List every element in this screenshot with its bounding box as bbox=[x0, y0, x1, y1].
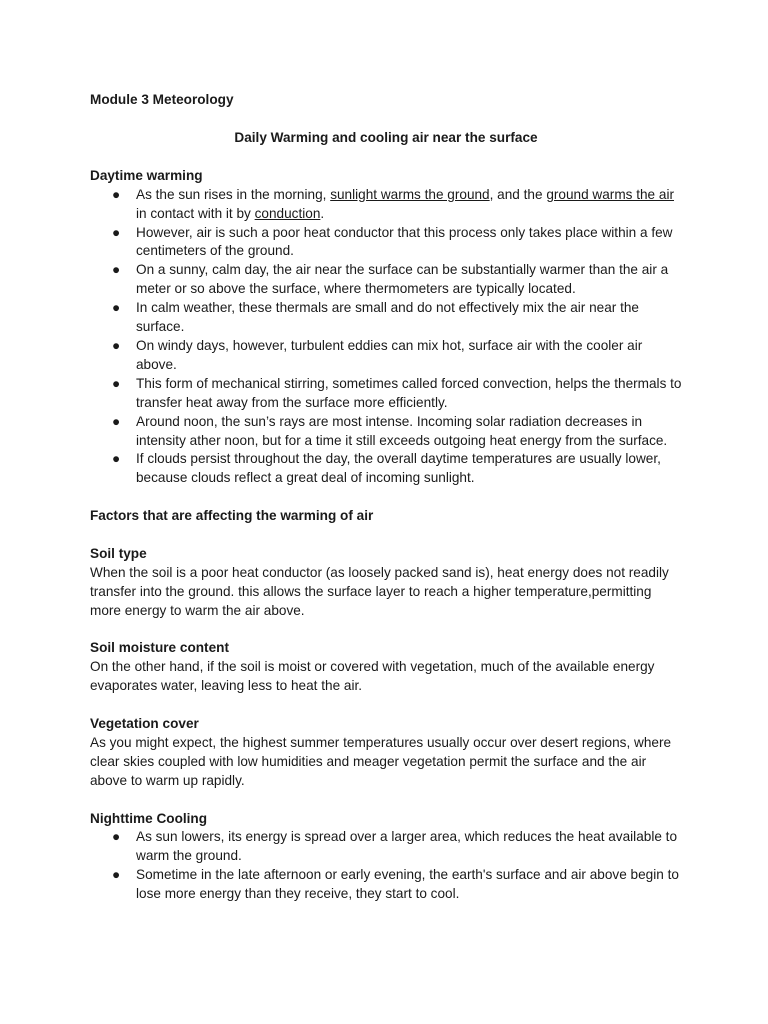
list-item-text: This form of mechanical stirring, sometimes called forced convection, helps the thermals to transfer heat away from the surface more efficiently. bbox=[136, 375, 682, 410]
spacer bbox=[90, 696, 682, 715]
bullet-icon: ● bbox=[112, 867, 121, 883]
list-item-text: On windy days, however, turbulent eddies can mix hot, surface air with the cooler air above. bbox=[136, 337, 643, 372]
daytime-warming-list bbox=[90, 186, 682, 489]
list-item bbox=[90, 186, 682, 224]
bullet-icon: ● bbox=[112, 262, 121, 278]
bullet-icon: ● bbox=[112, 413, 121, 429]
soil-moisture-paragraph: On the other hand, if the soil is moist or covered with vegetation, much of the available energy evaporates water, leaving less to heat the air. bbox=[90, 659, 655, 694]
list-item-text: Around noon, the sun’s rays are most intense. Incoming solar radiation decreases in intensity ather noon, but for a time it still exceeds outgoing heat energy from the surface. bbox=[136, 413, 668, 448]
underlined-phrase: ground warms the air bbox=[546, 186, 674, 202]
list-item-text: As the sun rises in the morning, sunlight warms the ground, and the ground warms the air in contact with it by conduction. bbox=[136, 186, 674, 221]
bullet-icon: ● bbox=[112, 300, 121, 316]
soil-type-paragraph: When the soil is a poor heat conductor (as loosely packed sand is), heat energy does not readily transfer into the ground. this allows the surface layer to reach a higher temperature,permitting more energy to warm the air above. bbox=[90, 564, 669, 618]
list-item bbox=[90, 261, 682, 299]
underlined-phrase: sunlight warms the ground bbox=[330, 186, 490, 202]
list-item-text: Sometime in the late afternoon or early evening, the earth's surface and air above begin to lose more energy than they receive, they start to cool. bbox=[136, 867, 679, 902]
list-item bbox=[90, 375, 682, 413]
spacer bbox=[90, 621, 682, 640]
spacer bbox=[90, 791, 682, 810]
document-page bbox=[90, 91, 682, 904]
bullet-icon: ● bbox=[112, 375, 121, 391]
bullet-icon: ● bbox=[112, 337, 121, 353]
list-item-text: However, air is such a poor heat conductor that this process only takes place within a few centimeters of the ground. bbox=[136, 224, 673, 259]
spacer bbox=[90, 488, 682, 507]
vegetation-cover-paragraph: As you might expect, the highest summer temperatures usually occur over desert regions, where clear skies coupled with low humidities and meager vegetation permit the surface and the air above to warm up rapidly. bbox=[90, 734, 672, 788]
list-item-text: If clouds persist throughout the day, the overall daytime temperatures are usually lower, because clouds reflect a great deal of incoming sunlight. bbox=[136, 451, 661, 486]
list-item-text: As sun lowers, its energy is spread over a larger area, which reduces the heat available to warm the ground. bbox=[136, 829, 678, 864]
nighttime-cooling-heading: Nighttime Cooling bbox=[90, 810, 208, 826]
soil-moisture-heading: Soil moisture content bbox=[90, 640, 229, 656]
spacer bbox=[90, 526, 682, 545]
factors-heading: Factors that are affecting the warming of air bbox=[90, 508, 374, 524]
nighttime-cooling-list bbox=[90, 828, 682, 904]
list-item-text: In calm weather, these thermals are small and do not effectively mix the air near the surface. bbox=[136, 300, 639, 335]
bullet-icon: ● bbox=[112, 224, 121, 240]
list-item bbox=[90, 413, 682, 451]
bullet-icon: ● bbox=[112, 829, 121, 845]
underlined-phrase: conduction bbox=[254, 205, 321, 221]
list-item bbox=[90, 828, 682, 866]
bullet-icon: ● bbox=[112, 186, 121, 202]
list-item bbox=[90, 450, 682, 488]
list-item bbox=[90, 866, 682, 904]
list-item bbox=[90, 337, 682, 375]
vegetation-cover-heading: Vegetation cover bbox=[90, 716, 199, 732]
list-item bbox=[90, 224, 682, 262]
module-title: Module 3 Meteorology bbox=[90, 92, 234, 107]
bullet-icon: ● bbox=[112, 451, 121, 467]
list-item-text: On a sunny, calm day, the air near the surface can be substantially warmer than the air a meter or so above the surface, where thermometers are typically located. bbox=[136, 262, 669, 297]
daytime-warming-heading: Daytime warming bbox=[90, 167, 203, 183]
list-item bbox=[90, 299, 682, 337]
document-title: Daily Warming and cooling air near the surface bbox=[234, 129, 538, 145]
soil-type-heading: Soil type bbox=[90, 545, 147, 561]
